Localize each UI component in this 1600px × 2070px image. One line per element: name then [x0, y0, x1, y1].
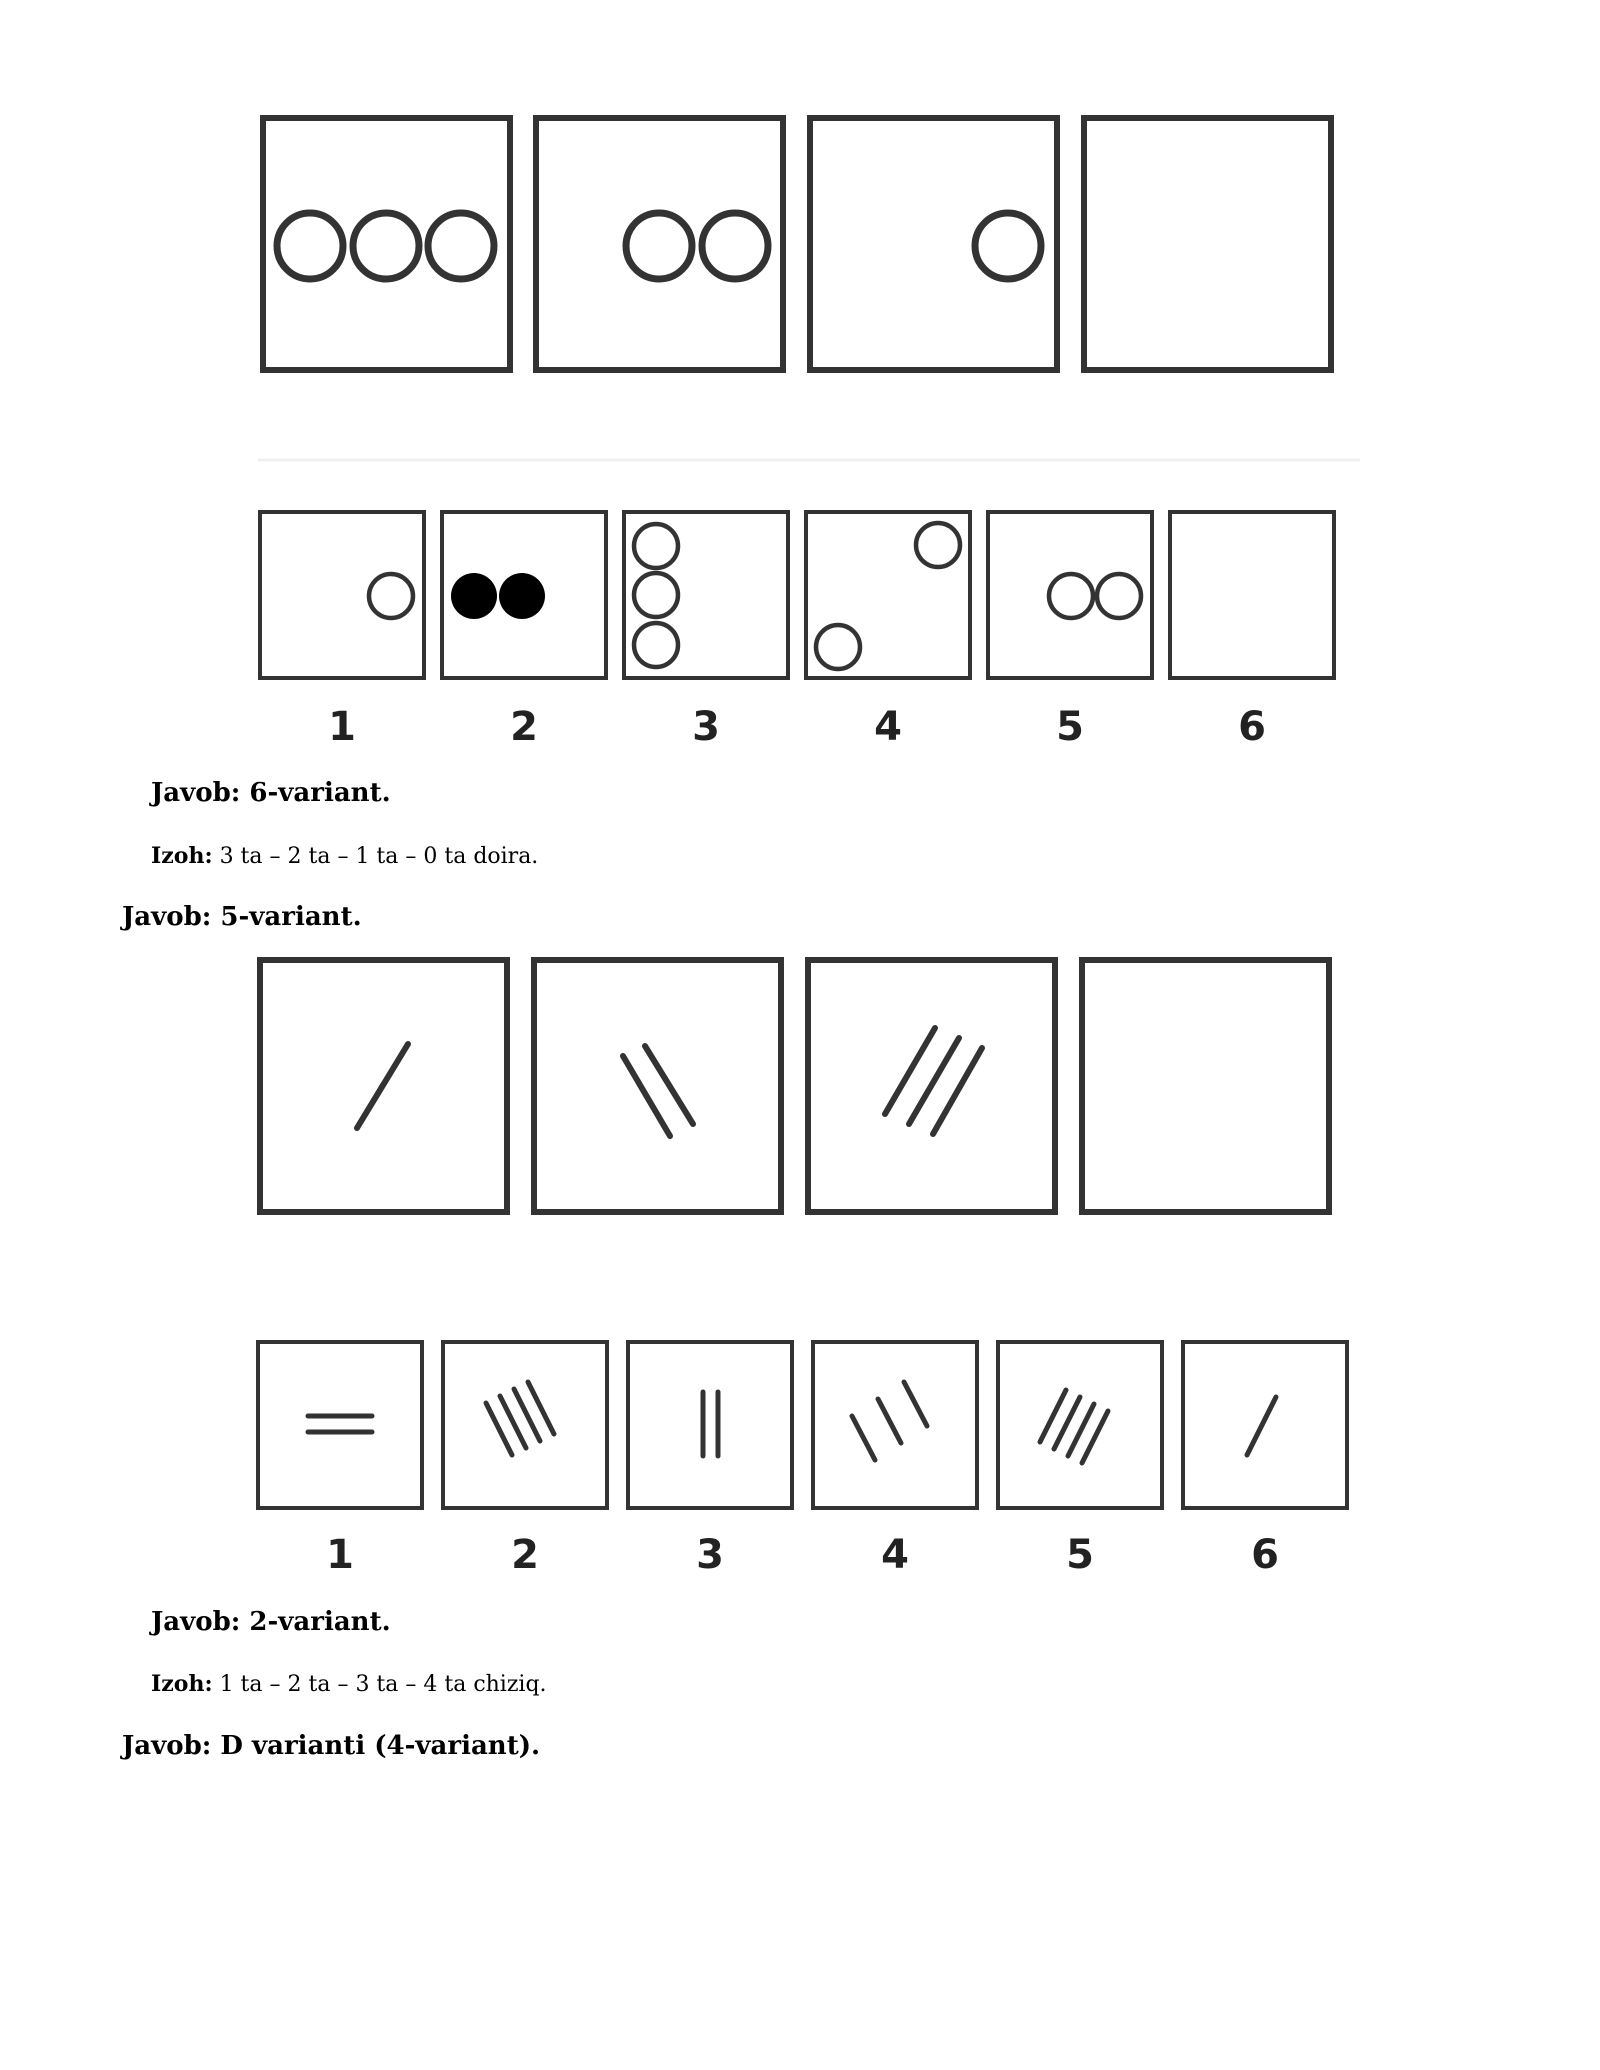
line-shape: [885, 1028, 935, 1114]
line-shape: [909, 1038, 959, 1124]
option-label-2: 2: [511, 1532, 539, 1578]
option-box-4: [806, 512, 970, 678]
option-label-3: 3: [692, 704, 720, 750]
circle-shape: [353, 213, 419, 279]
line-shape: [933, 1048, 982, 1134]
option-label-1: 1: [326, 1532, 354, 1578]
option-box-3: [628, 1342, 792, 1508]
circle-shape: [369, 574, 413, 618]
note-text: 3 ta – 2 ta – 1 ta – 0 ta doira.: [212, 844, 539, 869]
circle-shape: [1097, 574, 1141, 618]
circle-shape: [1049, 574, 1093, 618]
circle-shape: [634, 524, 678, 568]
sequence-box-empty: [1084, 118, 1331, 370]
option-box-4: [813, 1342, 977, 1508]
circle-shape: [634, 623, 678, 667]
option-label-3: 3: [696, 1532, 724, 1578]
sequence-box-1: [263, 118, 510, 370]
circle-shape: [916, 523, 960, 567]
option-box-2: [443, 1342, 607, 1508]
option-box-5: [998, 1342, 1162, 1508]
circles-puzzle-figure: [0, 0, 1600, 760]
puzzle1-note: [151, 843, 538, 869]
note-label: Izoh:: [151, 1671, 213, 1697]
line-shape: [852, 1416, 875, 1460]
option-label-4: 4: [874, 704, 902, 750]
option-box-6: [1183, 1342, 1347, 1508]
final-answer: Javob: D varianti (4-variant).: [122, 1731, 541, 1761]
puzzle2-note: [151, 1671, 547, 1697]
option-label-5: 5: [1056, 704, 1084, 750]
option-label-6: 6: [1238, 704, 1266, 750]
circle-shape: [816, 625, 860, 669]
option-label-4: 4: [881, 1532, 909, 1578]
option-label-1: 1: [328, 704, 356, 750]
option-label-6: 6: [1251, 1532, 1279, 1578]
puzzle1-answer: Javob: 6-variant.: [151, 778, 391, 808]
option-box-3: [624, 512, 788, 678]
option-box-1: [258, 1342, 422, 1508]
puzzle2-answer: Javob: 2-variant.: [151, 1607, 391, 1637]
option-label-5: 5: [1066, 1532, 1094, 1578]
between-answer: Javob: 5-variant.: [122, 902, 362, 932]
circle-shape: [975, 213, 1041, 279]
circle-shape: [702, 213, 768, 279]
circle-shape: [626, 213, 692, 279]
filled-circle-shape: [499, 573, 545, 619]
option-box-6: [1170, 512, 1334, 678]
sequence-box-empty: [1082, 960, 1329, 1212]
line-shape: [645, 1046, 693, 1124]
circle-shape: [428, 213, 494, 279]
line-shape: [357, 1044, 408, 1128]
sequence-box-3: [810, 118, 1057, 370]
circle-shape: [277, 213, 343, 279]
line-shape: [623, 1056, 670, 1136]
option-box-1: [260, 512, 424, 678]
line-shape: [1247, 1397, 1276, 1455]
sequence-box-2: [534, 960, 781, 1212]
line-shape: [904, 1382, 927, 1426]
note-label: Izoh:: [151, 843, 213, 869]
lines-puzzle-figure: [0, 950, 1600, 1580]
sequence-box-2: [536, 118, 783, 370]
option-label-2: 2: [510, 704, 538, 750]
option-box-5: [988, 512, 1152, 678]
filled-circle-shape: [451, 573, 497, 619]
line-shape: [878, 1399, 901, 1443]
circle-shape: [634, 573, 678, 617]
note-text: 1 ta – 2 ta – 3 ta – 4 ta chiziq.: [212, 1672, 547, 1697]
